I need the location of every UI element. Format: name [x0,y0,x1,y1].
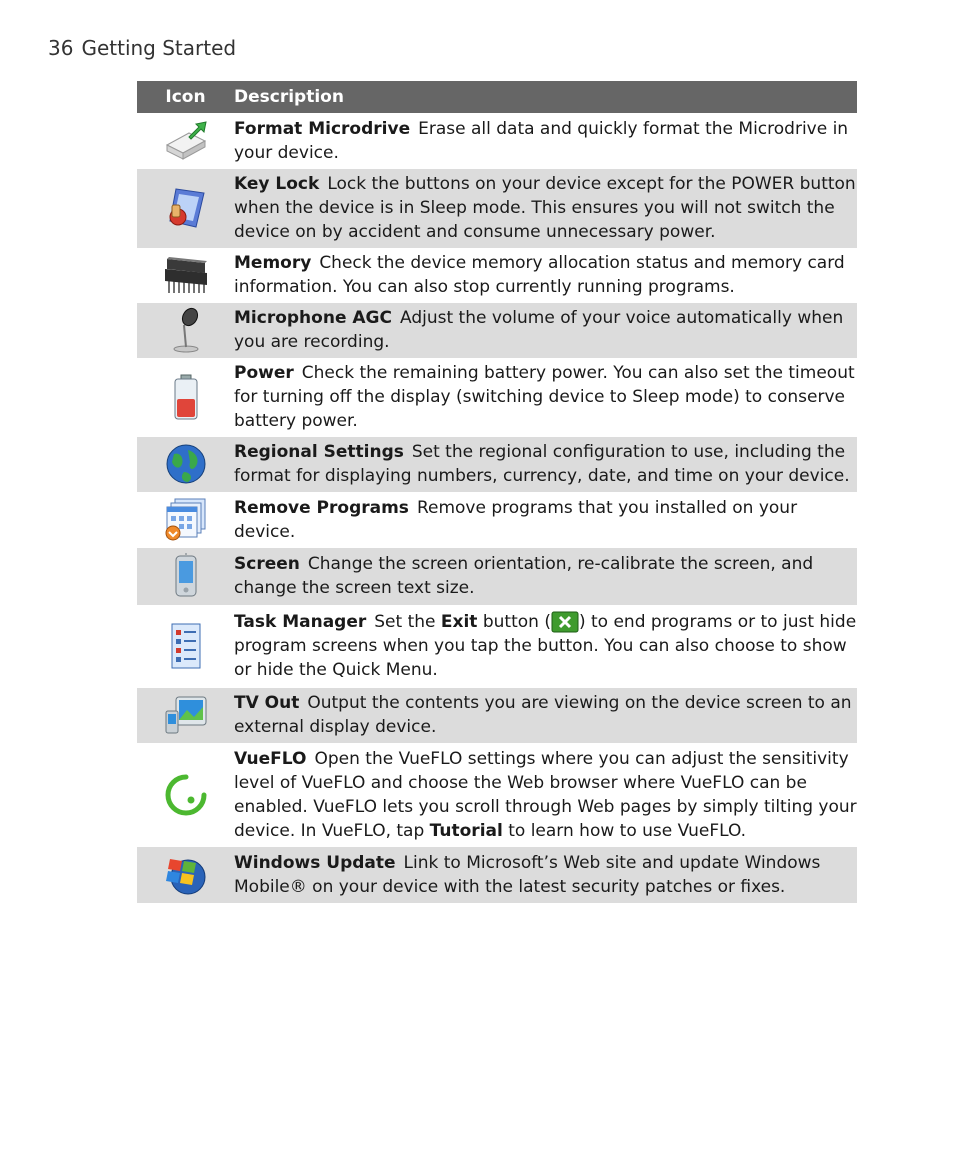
item-name: Windows Update [234,852,396,873]
item-description: Set the regional configuration to use, including the format for displaying numbers, currency, date, and time on your device. [234,442,850,486]
item-name: Format Microdrive [234,118,411,139]
item-name: Power [234,363,294,383]
item-description: Change the screen orientation, re-calibrate the screen, and change the screen text size. [234,554,814,598]
item-description-pre: Open the VueFLO settings where you can adjust the sensitivity level of VueFLO and choose the Web browser where VueFLO can be enabled. VueFLO lets you scroll through Web pages by simply tilting your device. In VueFLO, tap [234,748,857,841]
column-header-description: Description [234,81,857,113]
table-row [137,492,857,548]
item-description-pre: Set the [374,612,436,632]
page-header [48,36,236,60]
table-row [137,688,857,743]
item-name: Remove Programs [234,497,409,518]
item-name: Task Manager [234,612,367,632]
windows-update-icon [164,853,208,897]
item-description-post: ) to end programs or to just hide program screens when you tap the button. You can also choose to show or hide the Quick Menu. [234,612,857,680]
item-description: Adjust the volume of your voice automatically when you are recording. [234,308,844,352]
table-row [137,605,857,688]
item-name: Screen [234,554,300,574]
table-row [137,358,857,437]
item-name: Microphone AGC [234,308,392,328]
table-row [137,303,857,358]
item-description: Check the device memory allocation status and memory card information. You can also stop currently running programs. [234,253,845,297]
table-row [137,437,857,492]
item-name: Key Lock [234,174,320,194]
table-row [137,743,857,847]
tutorial-label: Tutorial [429,820,503,841]
item-description: Output the contents you are viewing on the device screen to an external display device. [234,693,852,737]
icon-description-table [137,81,857,903]
item-description: Link to Microsoft’s Web site and update Windows Mobile® on your device with the latest security patches or fixes. [234,852,821,897]
table-row [137,248,857,303]
item-name: VueFLO [234,748,307,769]
item-description: Remove programs that you installed on your device. [234,497,798,542]
table-row [137,847,857,903]
column-header-icon: Icon [137,81,234,113]
item-description: Check the remaining battery power. You can also set the timeout for turning off the display (switching device to Sleep mode) to conserve battery power. [234,363,855,431]
exit-label: Exit [440,612,478,632]
exit-button-icon [551,611,579,633]
item-description: Lock the buttons on your device except for the POWER button when the device is in Sleep mode. This ensures you will not switch the device on by accident and consume unnecessary power. [234,174,856,242]
battery-icon [171,373,201,421]
microdrive-format-icon [163,119,209,163]
table-row [137,548,857,605]
table-header-row [137,81,857,113]
memory-chip-icon [161,253,211,297]
page-number: 36 [48,36,74,60]
item-description-mid: button ( [482,612,551,632]
tv-out-icon [162,693,210,737]
item-name: Regional Settings [234,442,404,462]
remove-programs-icon [163,497,209,543]
item-name: Memory [234,253,312,273]
key-lock-icon [164,185,208,231]
item-description: Erase all data and quickly format the Microdrive in your device. [234,118,849,163]
vueflo-icon [164,773,208,817]
item-name: TV Out [234,693,300,713]
item-description-post: to learn how to use VueFLO. [508,820,747,841]
task-manager-icon [168,622,204,670]
globe-icon [164,442,208,486]
table-row [137,169,857,248]
screen-device-icon [170,553,202,599]
section-title: Getting Started [81,36,237,60]
table-row [137,113,857,169]
microphone-icon [168,307,204,353]
